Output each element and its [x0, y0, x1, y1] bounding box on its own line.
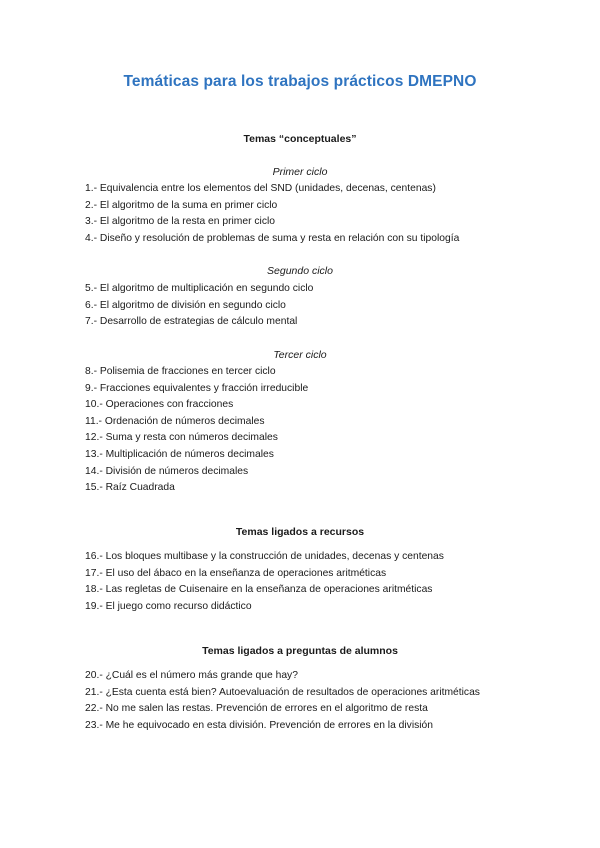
- list-item: 9.- Fracciones equivalentes y fracción irreducible: [85, 382, 309, 394]
- list-primer-ciclo: [85, 181, 459, 247]
- list-item: 14.- División de números decimales: [85, 465, 249, 477]
- list-item: 22.- No me salen las restas. Prevención de errores en el algoritmo de resta: [85, 703, 428, 715]
- list-item: 23.- Me he equivocado en esta división. Prevención de errores en la división: [85, 719, 434, 731]
- list-item: 19.- El juego como recurso didáctico: [85, 600, 252, 612]
- list-item: 21.- ¿Esta cuenta está bien? Autoevaluación de resultados de operaciones aritméticas: [85, 686, 480, 698]
- document-title: Temáticas para los trabajos prácticos DMEPNO: [123, 73, 477, 90]
- list-item: 5.- El algoritmo de multiplicación en segundo ciclo: [85, 283, 314, 294]
- list-item: 17.- El uso del ábaco en la enseñanza de operaciones aritméticas: [85, 567, 387, 579]
- cycle-heading-primer: Primer ciclo: [272, 166, 328, 178]
- list-segundo-ciclo: [85, 281, 313, 331]
- list-item: 13.- Multiplicación de números decimales: [85, 448, 274, 460]
- list-item: 18.- Las regletas de Cuisenaire en la enseñanza de operaciones aritméticas: [85, 584, 433, 596]
- section-heading-conceptual: Temas “conceptuales”: [243, 133, 357, 145]
- list-item: 12.- Suma y resta con números decimales: [85, 432, 278, 444]
- cycle-heading-segundo: Segundo ciclo: [267, 265, 333, 277]
- list-item: 2.- El algoritmo de la suma en primer ciclo: [85, 199, 278, 211]
- list-item: 1.- Equivalencia entre los elementos del SND (unidades, decenas, centenas): [85, 183, 436, 194]
- list-item: 4.- Diseño y resolución de problemas de suma y resta en relación con su tipología: [85, 232, 460, 244]
- list-item: 6.- El algoritmo de división en segundo ciclo: [85, 299, 286, 311]
- list-item: 7.- Desarrollo de estrategias de cálculo mental: [85, 316, 298, 328]
- list-item: 3.- El algoritmo de la resta en primer ciclo: [85, 216, 275, 228]
- cycle-heading-tercer: Tercer ciclo: [273, 349, 327, 361]
- list-item: 11.- Ordenación de números decimales: [85, 415, 265, 427]
- section-heading-recursos: Temas ligados a recursos: [235, 526, 365, 538]
- list-recursos: [85, 549, 444, 615]
- list-preguntas: [85, 668, 480, 734]
- list-item: 8.- Polisemia de fracciones en tercer ciclo: [85, 366, 276, 377]
- list-item: 15.- Raíz Cuadrada: [85, 482, 175, 494]
- list-tercer-ciclo: [85, 364, 308, 497]
- section-heading-preguntas: Temas ligados a preguntas de alumnos: [202, 645, 398, 657]
- list-item: 10.- Operaciones con fracciones: [85, 399, 234, 411]
- list-item: 20.- ¿Cuál es el número más grande que hay?: [85, 670, 298, 681]
- list-item: 16.- Los bloques multibase y la construcción de unidades, decenas y centenas: [85, 551, 444, 562]
